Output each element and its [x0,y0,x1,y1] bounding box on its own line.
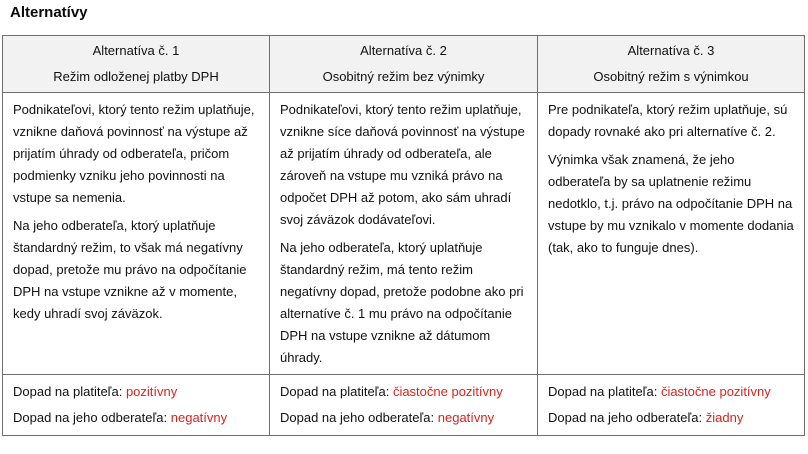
customer-impact-value: negatívny [170,410,228,425]
description-paragraph: Pre podnikateľa, ktorý režim uplatňuje, sú dopady rovnaké ako pri alternatíve č. 2. [548,102,788,139]
header-alt-number: Alternatíva č. 3 [627,43,715,58]
description-cell-2 [270,93,538,375]
payer-impact-value: pozitívny [125,384,178,399]
payer-impact [13,379,260,405]
header-regime-name: Osobitný režim s výnimkou [593,69,749,84]
payer-impact-label: Dopad na platiteľa: [13,384,126,399]
header-regime-name: Režim odloženej platby DPH [53,69,219,84]
header-alt-number: Alternatíva č. 1 [92,43,180,58]
description-paragraph: Na jeho odberateľa, ktorý uplatňuje štandardný režim, to však má negatívny dopad, pretože mu právo na odpočítanie DPH na vstupe vznikne až v momente, kedy uhradí svoj záväzok. [13,218,247,321]
header-row [3,36,805,93]
customer-impact-value: žiadny [705,410,744,425]
customer-impact [13,405,260,431]
customer-impact-label: Dopad na jeho odberateľa: [13,410,171,425]
payer-impact [548,379,795,405]
customer-impact [280,405,528,431]
header-cell-2 [270,36,538,93]
payer-impact-label: Dopad na platiteľa: [280,384,393,399]
description-cell-3 [538,93,805,375]
header-alt-number: Alternatíva č. 2 [360,43,447,58]
alternatives-table [2,35,805,436]
customer-impact [548,405,795,431]
payer-impact [280,379,528,405]
description-paragraph: Výnimka však znamená, že jeho odberateľa by sa uplatnenie režimu nedotklo, t.j. právo na odpočítanie DPH na vstupe by mu vznikalo v momente dodania (tak, ako to funguje dnes). [548,152,794,255]
description-paragraph: Na jeho odberateľa, ktorý uplatňuje štandardný režim, má tento režim negatívny dopad, pretože podobne ako pri alternatíve č. 1 mu právo na odpočítanie DPH na vstupe vznikne až dátumom úhrady. [280,240,524,365]
description-cell-1 [3,93,270,375]
customer-impact-value: negatívny [437,410,495,425]
page-title: Alternatívy [10,4,88,21]
payer-impact-value: čiastočne pozitívny [660,384,771,399]
description-row [3,93,805,375]
header-regime-name: Osobitný režim bez výnimky [322,69,485,84]
impact-cell-1 [3,375,270,436]
description-paragraph: Podnikateľovi, ktorý tento režim uplatňuje, vznikne síce daňová povinnosť na výstupe až prijatím úhrady od odberateľa, ale zároveň na vstupe mu vzniká právo na odpočet DPH až potom, ako sám uhradí svoj záväzok dodávateľovi. [280,102,525,227]
description-paragraph: Podnikateľovi, ktorý tento režim uplatňuje, vznikne daňová povinnosť na výstupe až prijatím úhrady od odberateľa, pričom podmienky vzniku jeho povinnosti na vstupe sa nemenia. [13,102,255,205]
impact-cell-3 [538,375,805,436]
impact-cell-2 [270,375,538,436]
payer-impact-value: čiastočne pozitívny [392,384,503,399]
customer-impact-label: Dopad na jeho odberateľa: [280,410,438,425]
customer-impact-label: Dopad na jeho odberateľa: [548,410,706,425]
header-cell-1 [3,36,270,93]
payer-impact-label: Dopad na platiteľa: [548,384,661,399]
header-cell-3 [538,36,805,93]
impact-row [3,375,805,436]
